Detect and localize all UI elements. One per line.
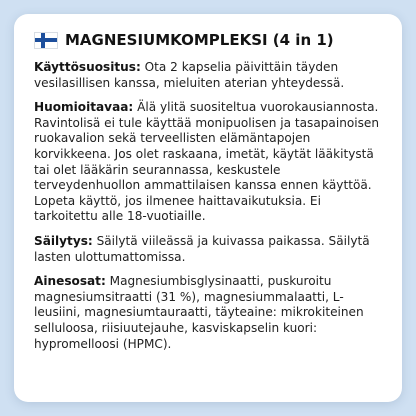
ingredients-text: Magnesiumbisglysinaatti, puskuroitu magnesiumsitraatti (31 %), magnesiummalaatti, L-leusiini, magnesiumtauraatti, täyteaine: mikrokiteinen selluloosa, riisiuutejauhe, kasviskapselin kuori: hypromelloosi (HPMC). [34, 274, 364, 351]
usage-label: Käyttösuositus: [34, 60, 141, 74]
card-header [34, 26, 388, 54]
usage-text: Ota 2 kapselia päivittäin täyden vesilasillisen kanssa, mieluiten aterian yhteydessä. [34, 60, 345, 90]
storage-text: Säilytä viileässä ja kuivassa paikassa. Säilytä lasten ulottumattomissa. [34, 233, 370, 264]
ingredients-label: Ainesosat: [34, 274, 106, 289]
info-card [14, 14, 402, 402]
warnings-label: Huomioitavaa: [34, 100, 134, 115]
storage-section [34, 234, 388, 265]
warnings-text: Älä ylitä suositeltua vuorokausiannosta. Ravintolisä ei tule käyttää monipuolisen ja tasapainoisen ruokavalion sekä terveellisten elämäntapojen korvikkeena. Jos olet raskaana, imetät, käytät lääkitystä tai olet lääkärin seurannassa, keskustele terveydenhuollon ammattilaisen kanssa ennen käyttöä. Lopeta käyttö, jos ilmenee haittavaikutuksia. Ei tarkoitettu alle 18-vuotiaille. [34, 100, 380, 224]
product-title: MAGNESIUMKOMPLEKSI (4 in 1) [65, 31, 334, 49]
warnings-section [34, 100, 388, 225]
storage-label: Säilytys: [34, 233, 93, 248]
ingredients-section [34, 274, 388, 352]
usage-section [34, 60, 388, 91]
finland-flag-icon [34, 32, 58, 49]
